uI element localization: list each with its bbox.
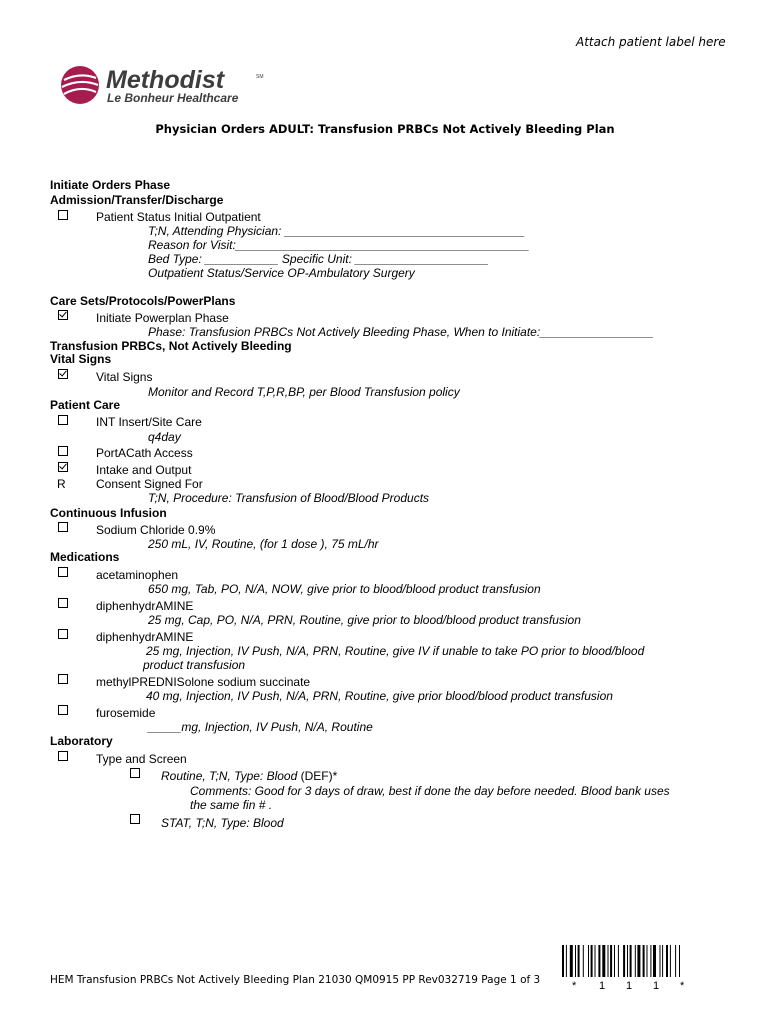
section-transfusion: Transfusion PRBCs, Not Actively Bleeding	[50, 339, 292, 353]
methodist-logo	[60, 64, 270, 108]
barcode-digit: *	[680, 980, 685, 992]
diphenhydramine-po-label: diphenhydrAMINE	[96, 599, 194, 613]
furosemide-detail: _____mg, Injection, IV Push, N/A, Routine	[148, 720, 373, 734]
type-screen-stat-text: STAT, T;N, Type: Blood	[161, 816, 284, 830]
section-medications: Medications	[50, 550, 120, 564]
portacath-label: PortACath Access	[96, 446, 193, 460]
sodium-chloride-detail: 250 mL, IV, Routine, (for 1 dose ), 75 mL/hr	[148, 537, 379, 551]
furosemide-label: furosemide	[96, 706, 156, 720]
barcode-bar	[583, 945, 584, 977]
barcode-bar	[670, 945, 671, 977]
type-screen-checkbox[interactable]	[58, 751, 68, 761]
barcode-bar	[650, 945, 651, 977]
barcode-digit: 1	[653, 980, 660, 992]
acetaminophen-detail: 650 mg, Tab, PO, N/A, NOW, give prior to blood/blood product transfusion	[148, 582, 541, 596]
diphenhydramine-po-checkbox[interactable]	[58, 598, 68, 608]
section-admission: Admission/Transfer/Discharge	[50, 193, 224, 207]
barcode-bar	[602, 945, 605, 977]
acetaminophen-checkbox[interactable]	[58, 567, 68, 577]
barcode-bar	[562, 945, 564, 977]
barcode-bar	[575, 945, 576, 977]
barcode-bar	[643, 945, 645, 977]
type-screen-label: Type and Screen	[96, 752, 187, 766]
patient-status-checkbox[interactable]	[58, 210, 68, 220]
diphenhydramine-po-detail: 25 mg, Cap, PO, N/A, PRN, Routine, give prior to blood/blood product transfusion	[148, 613, 581, 627]
methylprednisolone-checkbox[interactable]	[58, 674, 68, 684]
section-care-sets: Care Sets/Protocols/PowerPlans	[50, 294, 236, 308]
section-initiate-orders: Initiate Orders Phase	[50, 178, 171, 192]
logo-main-text: Methodist	[106, 66, 225, 94]
routine-italic: Routine, T;N, Type: Blood	[161, 769, 298, 783]
consent-label: Consent Signed For	[96, 477, 203, 491]
type-screen-comment-cont: the same fin # .	[190, 798, 273, 812]
int-insert-detail: q4day	[148, 430, 181, 444]
barcode-bar	[675, 945, 676, 977]
barcode-bar	[647, 945, 648, 977]
powerplan-label: Initiate Powerplan Phase	[96, 311, 229, 325]
logo-sub-text: Le Bonheur Healthcare	[107, 91, 239, 105]
barcode-bar	[637, 945, 640, 977]
barcode-bar	[570, 945, 573, 977]
vital-signs-label: Vital Signs	[96, 370, 153, 384]
barcode-bar	[666, 945, 668, 977]
barcode-bar	[588, 945, 589, 977]
diphenhydramine-iv-detail-cont: product transfusion	[143, 658, 246, 672]
methylprednisolone-label: methylPREDNISolone sodium succinate	[96, 675, 311, 689]
vital-signs-checkbox[interactable]	[58, 369, 68, 379]
type-screen-routine-checkbox[interactable]	[130, 768, 140, 778]
logo-globe-icon	[61, 66, 99, 104]
barcode-bar	[627, 945, 628, 977]
barcode-digit: 1	[626, 980, 633, 992]
section-laboratory: Laboratory	[50, 734, 113, 748]
page-barcode	[562, 945, 717, 977]
int-insert-checkbox[interactable]	[58, 415, 68, 425]
logo-mark-text: SM	[256, 74, 264, 80]
barcode-bar	[614, 945, 615, 977]
sodium-chloride-label: Sodium Chloride 0.9%	[96, 523, 216, 537]
page-title: Physician Orders ADULT: Transfusion PRBCs Not Actively Bleeding Plan	[155, 122, 615, 136]
vital-signs-detail: Monitor and Record T,P,R,BP, per Blood Transfusion policy	[148, 385, 460, 399]
furosemide-checkbox[interactable]	[58, 705, 68, 715]
type-screen-stat-checkbox[interactable]	[130, 814, 140, 824]
barcode-digit: 1	[599, 980, 606, 992]
barcode-bar	[660, 945, 661, 977]
section-continuous-infusion: Continuous Infusion	[50, 506, 167, 520]
type-screen-routine-text	[161, 769, 337, 783]
barcode-bar	[662, 945, 663, 977]
diphenhydramine-iv-label: diphenhydrAMINE	[96, 630, 194, 644]
bed-type-line: Bed Type: ___________ Specific Unit: ____________________	[148, 252, 489, 266]
diphenhydramine-iv-detail: 25 mg, Injection, IV Push, N/A, PRN, Routine, give IV if unable to take PO prior to blood/blood	[146, 644, 645, 658]
barcode-digit: *	[572, 980, 577, 992]
footer-text: HEM Transfusion PRBCs Not Actively Bleeding Plan 21030 QM0915 PP Rev032719 Page 1 of 3	[50, 974, 541, 986]
barcode-bar	[679, 945, 680, 977]
barcode-bar	[635, 945, 636, 977]
routine-default-marker: (DEF)*	[297, 769, 338, 783]
barcode-bar	[608, 945, 609, 977]
barcode-bar	[566, 945, 567, 977]
barcode-digits	[562, 980, 717, 994]
barcode-bar	[653, 945, 656, 977]
methylprednisolone-detail: 40 mg, Injection, IV Push, N/A, PRN, Routine, give prior blood/blood product transfusion	[146, 689, 613, 703]
barcode-bar	[610, 945, 612, 977]
reason-for-visit-line: Reason for Visit:____________________________________________	[148, 238, 530, 252]
barcode-bar	[578, 945, 580, 977]
barcode-bar	[591, 945, 593, 977]
barcode-bar	[598, 945, 600, 977]
int-insert-label: INT Insert/Site Care	[96, 415, 202, 429]
intake-output-checkbox[interactable]	[58, 462, 68, 472]
portacath-checkbox[interactable]	[58, 446, 68, 456]
consent-required-marker: R	[57, 477, 66, 491]
section-patient-care: Patient Care	[50, 398, 121, 412]
barcode-bar	[618, 945, 619, 977]
acetaminophen-label: acetaminophen	[96, 568, 179, 582]
sodium-chloride-checkbox[interactable]	[58, 522, 68, 532]
barcode-bar	[595, 945, 596, 977]
intake-output-label: Intake and Output	[96, 463, 192, 477]
attending-physician-line: T;N, Attending Physician: ____________________________________	[148, 224, 525, 238]
barcode-bar	[630, 945, 632, 977]
powerplan-detail: Phase: Transfusion PRBCs Not Actively Bleeding Phase, When to Initiate:_________________	[148, 325, 654, 339]
patient-label-note: Attach patient label here	[576, 35, 726, 49]
diphenhydramine-iv-checkbox[interactable]	[58, 629, 68, 639]
powerplan-checkbox[interactable]	[58, 310, 68, 320]
section-vital-signs: Vital Signs	[50, 352, 112, 366]
outpatient-status-line: Outpatient Status/Service OP-Ambulatory Surgery	[148, 266, 415, 280]
type-screen-comment: Comments: Good for 3 days of draw, best if done the day before needed. Blood bank uses	[190, 784, 670, 798]
consent-detail: T;N, Procedure: Transfusion of Blood/Blood Products	[148, 491, 430, 505]
barcode-bar	[623, 945, 625, 977]
patient-status-label: Patient Status Initial Outpatient	[96, 210, 261, 224]
